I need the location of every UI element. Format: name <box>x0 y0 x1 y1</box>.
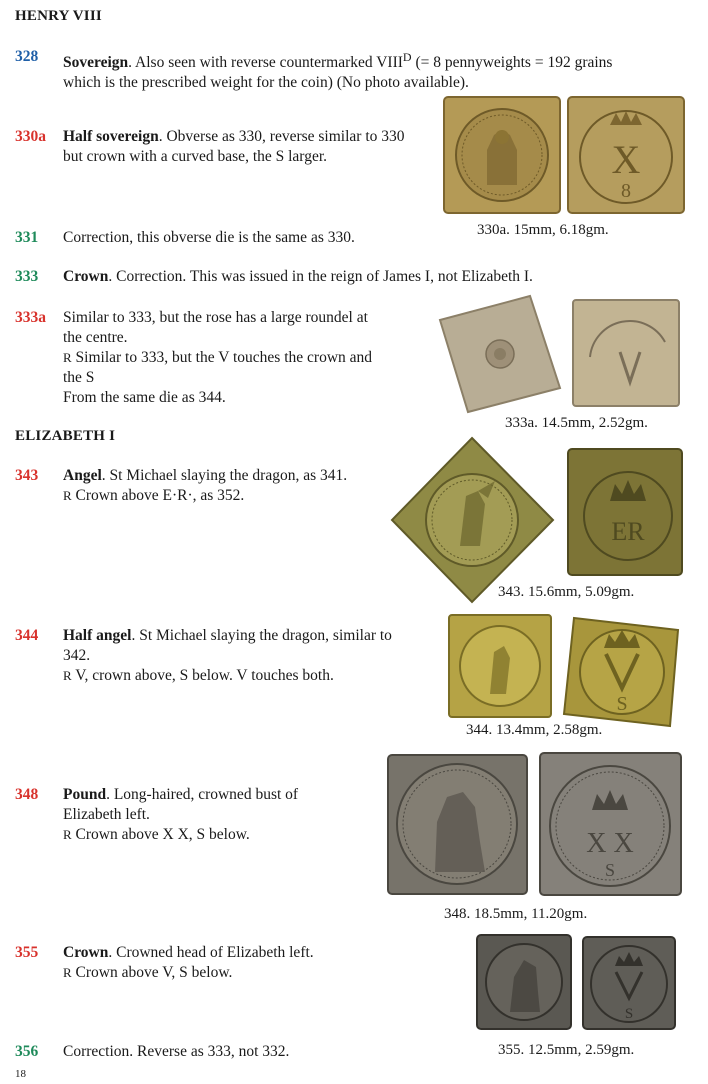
entry-333a: Similar to 333, but the rose has a large roundel at the centre. R Similar to 333, but the V touches the crown and the S From the same die as 344. <box>63 309 373 406</box>
caption-330a: 330a. 15mm, 6.18gm. <box>477 222 609 238</box>
entry-330a: Half sovereign. Obverse as 330, reverse similar to 330 but crown with a curved base, the S larger. <box>63 128 405 165</box>
coin-343-reverse-image <box>565 446 685 578</box>
svg-text:S: S <box>604 860 616 880</box>
catalogue-number-328: 328 <box>15 48 39 65</box>
reverse-symbol: R <box>63 668 72 683</box>
entry-348: Pound. Long-haired, crowned bust of Elizabeth left. R Crown above X X, S below. <box>63 786 299 843</box>
caption-343: 343. 15.6mm, 5.09gm. <box>498 584 635 600</box>
svg-text:S: S <box>624 1006 634 1022</box>
svg-text:X: X <box>611 137 641 182</box>
coin-333a-reverse-image <box>570 297 682 409</box>
coin-343-obverse-image <box>390 436 555 604</box>
entry-344: Half angel. St Michael slaying the dragon, similar to 342. R V, crown above, S below. V touches both. <box>63 627 392 684</box>
entry-331: Correction, this obverse die is the same as 330. <box>63 229 355 246</box>
reverse-symbol: R <box>63 488 72 503</box>
coin-348-obverse-image <box>385 752 530 897</box>
catalogue-number-356: 356 <box>15 1043 39 1060</box>
catalogue-number-343: 343 <box>15 467 39 484</box>
caption-348: 348. 18.5mm, 11.20gm. <box>444 906 588 922</box>
caption-333a: 333a. 14.5mm, 2.52gm. <box>505 415 648 431</box>
svg-text:X X: X X <box>586 828 634 859</box>
catalogue-number-333: 333 <box>15 268 39 285</box>
svg-text:ER: ER <box>611 517 645 546</box>
reverse-symbol: R <box>63 350 72 365</box>
coin-355-reverse-image <box>580 934 678 1032</box>
entry-title: Sovereign <box>63 54 129 71</box>
catalogue-number-355: 355 <box>15 944 39 961</box>
section-heading-elizabeth: ELIZABETH I <box>15 428 116 444</box>
entry-355: Crown. Crowned head of Elizabeth left. R Crown above V, S below. <box>63 944 314 981</box>
svg-text:8: 8 <box>621 180 631 202</box>
entry-333: Crown. Correction. This was issued in the reign of James I, not Elizabeth I. <box>63 268 533 285</box>
catalogue-number-333a: 333a <box>15 309 46 326</box>
coin-330a-obverse-image <box>442 95 562 215</box>
caption-344: 344. 13.4mm, 2.58gm. <box>466 722 603 738</box>
svg-text:S: S <box>616 693 628 715</box>
reverse-symbol: R <box>63 965 72 980</box>
caption-355: 355. 12.5mm, 2.59gm. <box>498 1042 635 1058</box>
coin-333a-obverse-image <box>432 292 567 417</box>
coin-344-reverse-image <box>560 608 685 733</box>
catalogue-number-330a: 330a <box>15 128 46 145</box>
entry-328: Sovereign. Also seen with reverse countermarked $VIII^D$ (= 8 pennyweights = 192 grains which is the prescribed weight for the coin) (No photo available). <box>63 50 613 91</box>
catalogue-number-331: 331 <box>15 229 39 246</box>
coin-348-reverse-image <box>537 750 684 898</box>
section-heading-henry: HENRY VIII <box>15 8 102 24</box>
coin-330a-reverse-image <box>566 95 686 215</box>
page-number: 18 <box>15 1068 26 1080</box>
entry-343: Angel. St Michael slaying the dragon, as 341. R Crown above E·R·, as 352. <box>63 467 348 504</box>
coin-344-obverse-image <box>446 612 554 720</box>
entry-356: Correction. Reverse as 333, not 332. <box>63 1043 290 1060</box>
coin-355-obverse-image <box>474 932 574 1032</box>
catalogue-number-348: 348 <box>15 786 39 803</box>
reverse-symbol: R <box>63 827 72 842</box>
catalogue-number-344: 344 <box>15 627 39 644</box>
